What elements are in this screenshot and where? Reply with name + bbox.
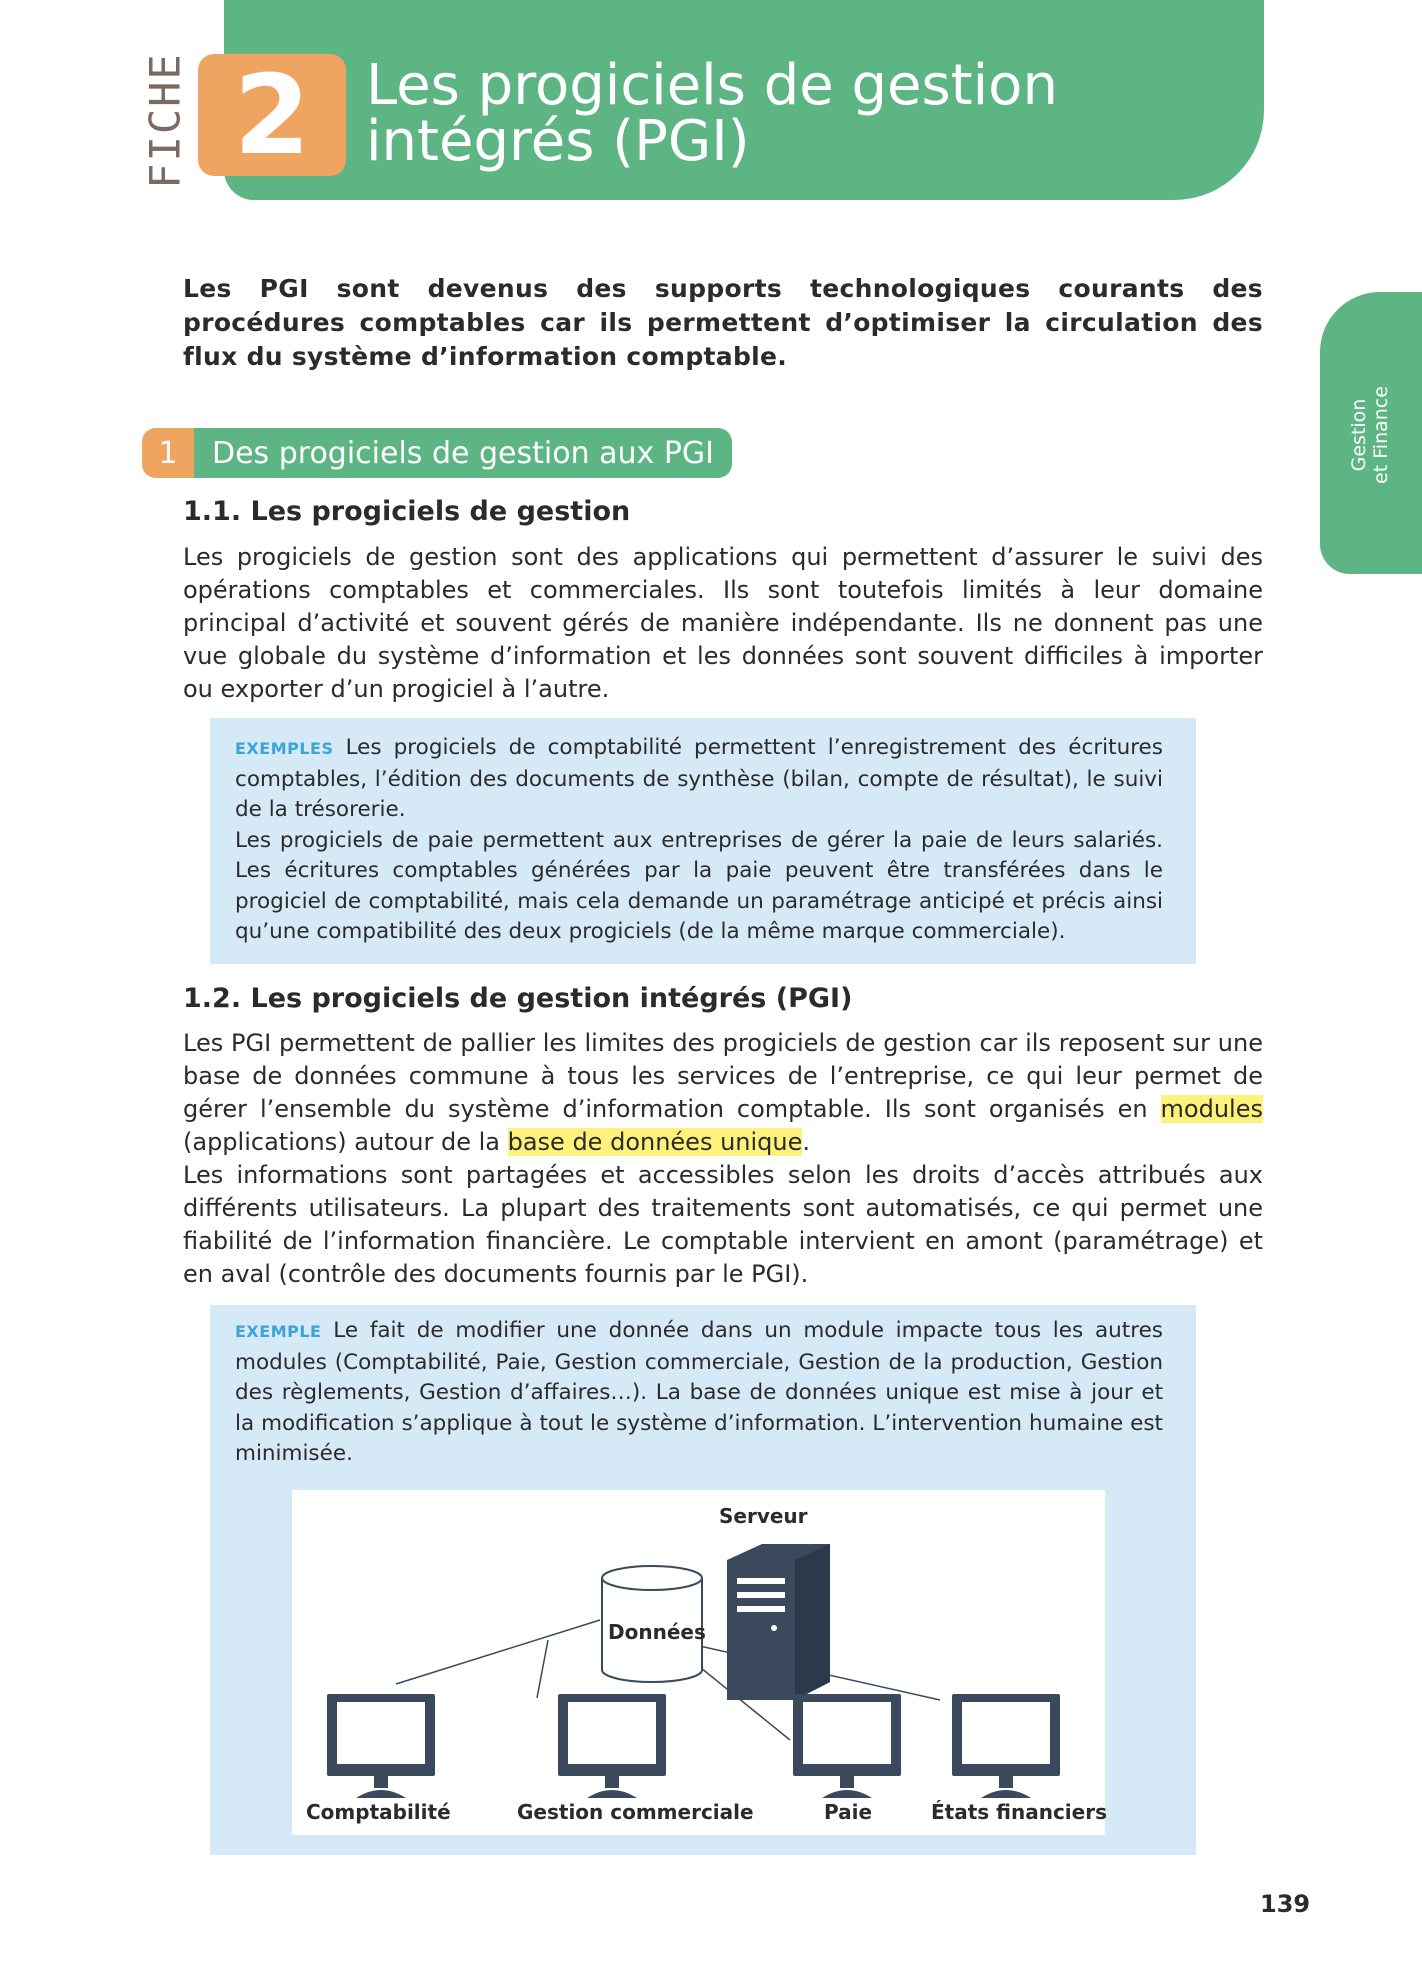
example-1-paragraph-2: Les progiciels de paie permettent aux entreprises de gérer la paie de leurs salariés. Les écritures comptables générées par la paie peuvent être transférées dans le progiciel de comptabilité, mais cela demande un paramétrage anticipé et précis ainsi qu’une compatibilité des deux progiciels (de la même marque commerciale). — [235, 827, 1163, 944]
example-label: EXEMPLES — [235, 739, 334, 758]
paragraph-1-1: Les progiciels de gestion sont des applications qui permettent d’assurer le suivi des opérations comptables et commerciales. Ils sont toutefois limités à leur domaine principal d’activité et souvent gérés de manière indépendante. Ils ne donnent pas une vue globale du système d’information et les données sont souvent difficiles à importer ou exporter d’un progiciel à l’autre. — [183, 543, 1263, 703]
highlight-database: base de données unique — [507, 1128, 803, 1156]
example-1-text-1: Les progiciels de comptabilité permettent l’enregistrement des écritures comptables, l’édition des documents de synthèse (bilan, compte de résultat), le suivi de la trésorerie. — [235, 735, 1163, 822]
monitor-icon-gestion-commerciale — [558, 1694, 666, 1798]
module-label-etats-financiers: États financiers — [931, 1800, 1107, 1824]
module-label-gestion-commerciale: Gestion commerciale — [517, 1800, 754, 1824]
example-2-text: Le fait de modifier une donnée dans un module impacte tous les autres modules (Comptabilité, Paie, Gestion commerciale, Gestion de la production, Gestion des règlements, Gestion d’affaires…). La base de données unique est mise à jour et la modification s’applique à tout le système d’information. L’intervention humaine est minimisée. — [235, 1318, 1163, 1466]
example-label: EXEMPLE — [235, 1322, 322, 1341]
fiche-label: FICHE — [140, 51, 190, 189]
database-label: Données — [608, 1620, 706, 1644]
server-icon — [727, 1544, 830, 1700]
section-title: Des progiciels de gestion aux PGI — [212, 435, 715, 471]
side-tab-line2: et Finance — [1370, 386, 1392, 484]
example-text-1 — [235, 733, 1163, 948]
section-number: 1 — [142, 428, 194, 478]
page-title-line2: intégrés (PGI) — [366, 109, 750, 174]
fiche-number: 2 — [198, 54, 346, 176]
page-title — [366, 53, 1246, 174]
paragraph-1-2 — [183, 1027, 1263, 1291]
monitor-icon-comptabilite — [327, 1694, 435, 1798]
side-tab-line1: Gestion — [1348, 398, 1370, 472]
pgi-diagram — [292, 1490, 1105, 1835]
line-comptabilite — [396, 1620, 600, 1684]
paragraph-1-2-a: Les PGI permettent de pallier les limites des progiciels de gestion car ils reposent sur une base de données commune à tous les services de l’entreprise, ce qui leur permet de gérer l’ensemble du système d’information comptable. Ils sont organisés en modules (applications) autour de la base de données unique. — [183, 1029, 1263, 1156]
intro-paragraph: Les PGI sont devenus des supports technologiques courants des procédures comptables car ils permettent d’optimiser la circulation des flux du système d’information comptable. — [183, 274, 1263, 371]
subheading-1-2: 1.2. Les progiciels de gestion intégrés (PGI) — [183, 983, 853, 1014]
highlight-modules: modules — [1160, 1095, 1263, 1123]
module-label-paie: Paie — [824, 1800, 873, 1824]
section-heading — [142, 428, 732, 478]
monitor-icon-etats-financiers — [952, 1694, 1060, 1798]
side-tab-label — [1340, 360, 1400, 510]
server-label: Serveur — [719, 1504, 808, 1528]
diagram-graphics — [292, 1490, 1105, 1835]
page-number: 139 — [1260, 1890, 1311, 1918]
page-title-line1: Les progiciels de gestion — [366, 53, 1058, 118]
monitor-icon-paie — [793, 1694, 901, 1798]
line-gestion-commerciale — [537, 1640, 548, 1698]
example-1-paragraph-1 — [235, 733, 1163, 826]
module-label-comptabilite: Comptabilité — [306, 1800, 451, 1824]
paragraph-1-2-b: Les informations sont partagées et accessibles selon les droits d’accès attribués aux différents utilisateurs. La plupart des traitements sont automatisés, ce qui permet une fiabilité de l’information financière. Le comptable intervient en amont (paramétrage) et en aval (contrôle des documents fournis par le PGI). — [183, 1161, 1263, 1288]
example-text-2 — [235, 1316, 1163, 1470]
subheading-1-1: 1.1. Les progiciels de gestion — [183, 496, 631, 527]
